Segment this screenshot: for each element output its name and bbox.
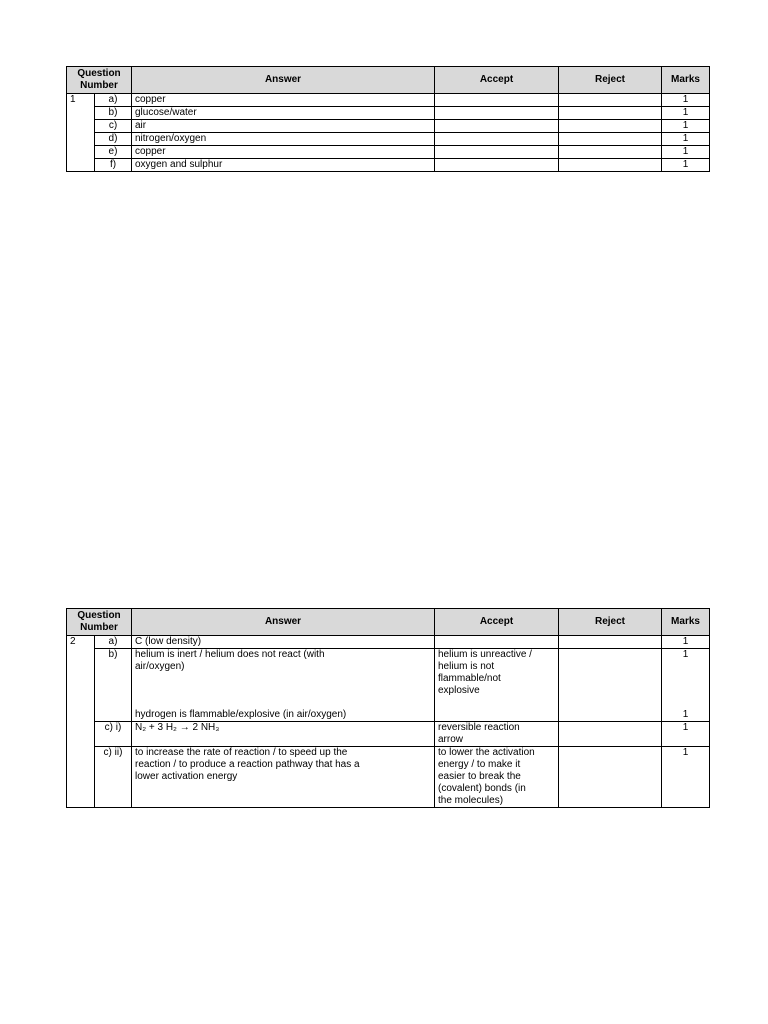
answer-cell: air [132,120,435,133]
table-row [67,636,710,649]
part-label: c) [95,120,132,133]
header-question-number: Question Number [67,67,132,94]
table-row [67,146,710,159]
answer-cell: helium is inert / helium does not react (with air/oxygen) [132,649,435,710]
reject-cell [559,107,662,120]
reject-cell [559,709,662,722]
answer-cell: N₂ + 3 H₂ → 2 NH₃ [132,722,435,747]
accept-cell [435,709,559,722]
marks-cell: 1 [662,747,710,808]
part-label: a) [95,636,132,649]
accept-cell [435,159,559,172]
mark-scheme-table-q2 [66,608,710,808]
part-label: e) [95,146,132,159]
marks-cell: 1 [662,146,710,159]
reject-cell [559,649,662,710]
header-answer: Answer [132,67,435,94]
marks-cell: 1 [662,709,710,722]
part-label: b) [95,107,132,120]
table-header-row [67,67,710,94]
accept-cell [435,133,559,146]
part-label: a) [95,94,132,107]
marks-cell: 1 [662,120,710,133]
answer-cell: glucose/water [132,107,435,120]
header-answer: Answer [132,609,435,636]
table-row [67,133,710,146]
reject-cell [559,133,662,146]
part-label: c) i) [95,722,132,747]
header-accept: Accept [435,67,559,94]
answer-cell: to increase the rate of reaction / to speed up the reaction / to produce a reaction pathway that has a lower activation energy [132,747,435,808]
marks-cell: 1 [662,636,710,649]
mark-scheme-table-q1 [66,66,710,172]
header-marks: Marks [662,609,710,636]
reject-cell [559,94,662,107]
part-label [95,709,132,722]
table-row [67,120,710,133]
reject-cell [559,747,662,808]
marks-cell: 1 [662,159,710,172]
table-row [67,722,710,747]
marks-cell: 1 [662,722,710,747]
marks-cell: 1 [662,649,710,710]
question-number: 1 [67,94,95,172]
accept-cell [435,94,559,107]
reject-cell [559,636,662,649]
answer-cell: nitrogen/oxygen [132,133,435,146]
part-label: f) [95,159,132,172]
header-reject: Reject [559,609,662,636]
header-marks: Marks [662,67,710,94]
marks-cell: 1 [662,94,710,107]
reject-cell [559,120,662,133]
table-header-row [67,609,710,636]
table-row [67,709,710,722]
accept-cell [435,146,559,159]
accept-cell: helium is unreactive / helium is not flammable/not explosive [435,649,559,710]
question-number: 2 [67,636,95,808]
table-row [67,159,710,172]
answer-cell: copper [132,94,435,107]
part-label: b) [95,649,132,710]
accept-cell [435,107,559,120]
accept-cell [435,636,559,649]
answer-cell: oxygen and sulphur [132,159,435,172]
marks-cell: 1 [662,107,710,120]
table-row [67,649,710,710]
table-row [67,747,710,808]
header-question-number: Question Number [67,609,132,636]
accept-cell: to lower the activation energy / to make it easier to break the (covalent) bonds (in the molecules) [435,747,559,808]
table-row [67,94,710,107]
answer-cell: copper [132,146,435,159]
answer-cell: hydrogen is flammable/explosive (in air/oxygen) [132,709,435,722]
header-reject: Reject [559,67,662,94]
reject-cell [559,722,662,747]
part-label: d) [95,133,132,146]
answer-cell: C (low density) [132,636,435,649]
accept-cell [435,120,559,133]
reject-cell [559,146,662,159]
table-row [67,107,710,120]
header-accept: Accept [435,609,559,636]
marks-cell: 1 [662,133,710,146]
reject-cell [559,159,662,172]
accept-cell: reversible reaction arrow [435,722,559,747]
part-label: c) ii) [95,747,132,808]
